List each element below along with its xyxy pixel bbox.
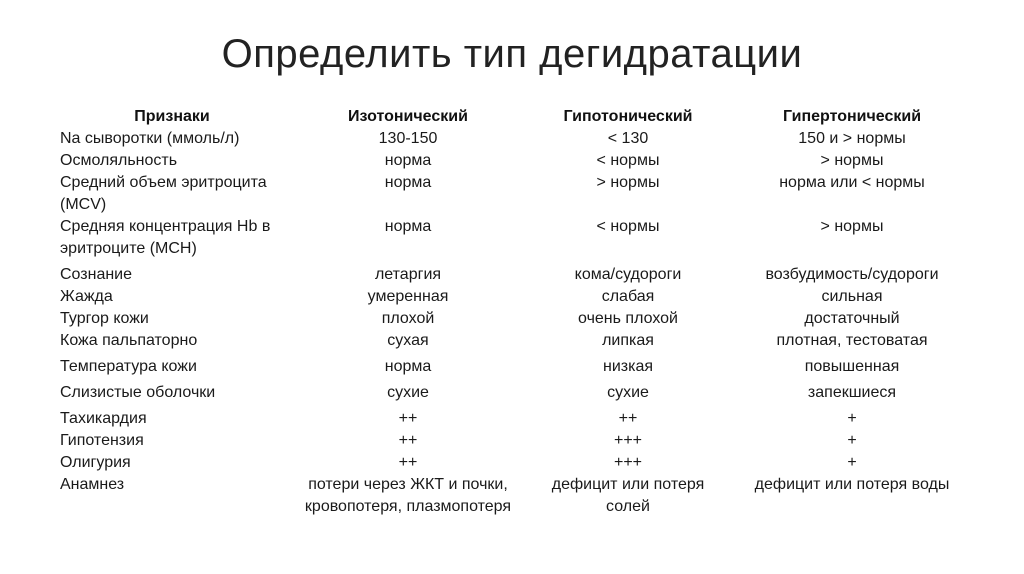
row-isotonic: умеренная (367, 288, 449, 305)
header-hypotonic: Гипотонический (563, 108, 693, 125)
row-sign: Na сыворотки (ммоль/л) (60, 130, 240, 147)
table-row (56, 260, 976, 286)
row-isotonic: норма (384, 152, 432, 169)
table-row (56, 216, 976, 260)
row-hypertonic: дефицит или потеря воды (754, 476, 950, 493)
row-hypotonic: +++ (613, 432, 643, 449)
row-sign: Анамнез (60, 476, 125, 493)
row-hypertonic: плотная, тестоватая (776, 332, 928, 349)
row-hypertonic: > нормы (820, 152, 884, 169)
row-hypertonic: норма или < нормы (779, 174, 925, 191)
row-isotonic: сухие (387, 384, 429, 401)
row-hypotonic: < 130 (607, 130, 649, 147)
table-row (56, 286, 976, 308)
row-sign: Слизистые оболочки (60, 384, 216, 401)
row-hypertonic: + (847, 410, 857, 427)
header-signs: Признаки (134, 108, 210, 125)
row-sign: Кожа пальпаторно (60, 332, 198, 349)
row-sign: Сознание (60, 266, 133, 283)
row-hypotonic: > нормы (596, 174, 660, 191)
row-hypotonic: < нормы (596, 218, 660, 235)
row-hypertonic: + (847, 454, 857, 471)
table-row (56, 452, 976, 474)
row-hypotonic: слабая (601, 288, 655, 305)
row-hypotonic: кома/судороги (574, 266, 682, 283)
slide-title: Определить тип дегидратации (221, 32, 803, 76)
row-sign: Осмоляльность (60, 152, 178, 169)
table-row (56, 352, 976, 378)
row-sign: Средний объем эритроцита (MCV) (60, 174, 267, 213)
row-sign: Температура кожи (60, 358, 197, 375)
row-sign: Гипотензия (60, 432, 144, 449)
table-row (56, 404, 976, 430)
row-hypotonic: < нормы (596, 152, 660, 169)
row-hypertonic: возбудимость/судороги (765, 266, 939, 283)
table-header-row (56, 104, 976, 128)
row-hypertonic: > нормы (820, 218, 884, 235)
row-hypertonic: повышенная (804, 358, 900, 375)
row-isotonic: норма (384, 358, 432, 375)
row-hypotonic: +++ (613, 454, 643, 471)
row-isotonic: 130-150 (378, 130, 438, 147)
row-hypotonic: низкая (602, 358, 654, 375)
row-isotonic: сухая (387, 332, 429, 349)
table-row (56, 430, 976, 452)
table-row (56, 474, 976, 518)
row-hypertonic: + (847, 432, 857, 449)
header-isotonic: Изотонический (348, 108, 468, 125)
row-sign: Тургор кожи (60, 310, 149, 327)
row-hypotonic: ++ (618, 410, 638, 427)
row-isotonic: плохой (381, 310, 435, 327)
dehydration-type-table (56, 104, 976, 518)
table-row (56, 308, 976, 330)
row-hypertonic: сильная (821, 288, 883, 305)
row-sign: Жажда (60, 288, 113, 305)
row-hypertonic: 150 и > нормы (798, 130, 906, 147)
table-row (56, 150, 976, 172)
row-hypotonic: сухие (607, 384, 649, 401)
table-row (56, 128, 976, 150)
row-hypertonic: достаточный (804, 310, 900, 327)
row-isotonic: ++ (398, 432, 418, 449)
row-isotonic: норма (384, 218, 432, 235)
row-isotonic: ++ (398, 410, 418, 427)
row-hypotonic: дефицит или потеря солей (551, 476, 705, 515)
row-hypotonic: очень плохой (578, 310, 678, 327)
row-hypertonic: запекшиеся (807, 384, 897, 401)
row-sign: Тахикардия (60, 410, 147, 427)
row-sign: Средняя концентрация Hb в эритроците (MCH) (60, 218, 271, 257)
row-sign: Олигурия (60, 454, 131, 471)
row-isotonic: потери через ЖКТ и почки, кровопотеря, плазмопотеря (304, 476, 512, 515)
row-isotonic: ++ (398, 454, 418, 471)
table-row (56, 172, 976, 216)
table-row (56, 330, 976, 352)
row-isotonic: летаргия (374, 266, 442, 283)
row-isotonic: норма (384, 174, 432, 191)
header-hypertonic: Гипертонический (782, 108, 922, 125)
row-hypotonic: липкая (602, 332, 654, 349)
table-row (56, 378, 976, 404)
